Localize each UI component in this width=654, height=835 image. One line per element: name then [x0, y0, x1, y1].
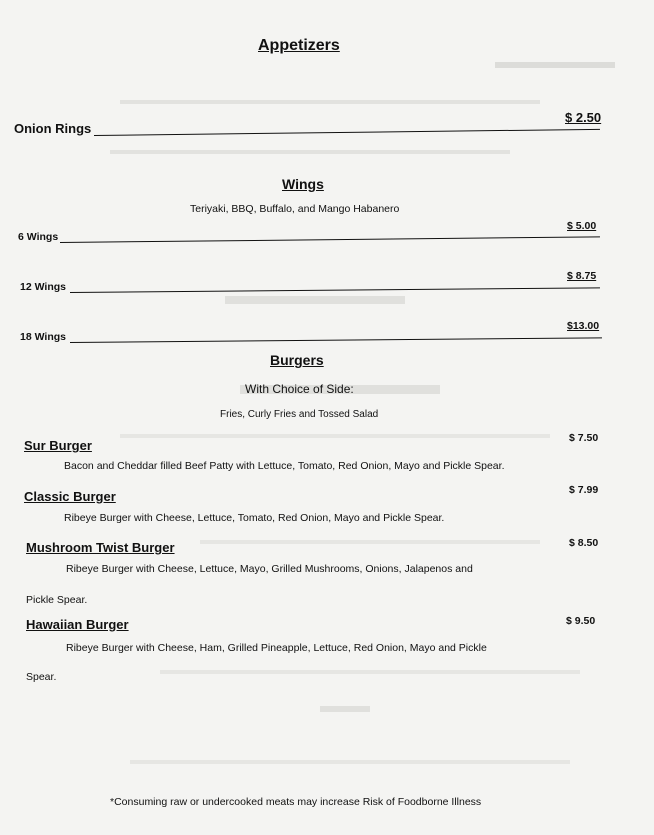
- wings-flavors: Teriyaki, BBQ, Buffalo, and Mango Habanero: [190, 203, 400, 215]
- sur-burger-name: Sur Burger: [24, 438, 92, 453]
- hawaiian-burger-name: Hawaiian Burger: [26, 617, 129, 632]
- 12-wings-rule: [70, 287, 600, 293]
- burgers-heading: Burgers: [270, 352, 324, 368]
- 18-wings-name: 18 Wings: [20, 331, 66, 343]
- classic-burger-description: Ribeye Burger with Cheese, Lettuce, Tomato, Red Onion, Mayo and Pickle Spear.: [64, 512, 445, 524]
- mushroom-twist-burger-description-cont: Pickle Spear.: [26, 594, 88, 606]
- hawaiian-burger-description: Ribeye Burger with Cheese, Ham, Grilled Pineapple, Lettuce, Red Onion, Mayo and Pickle: [66, 642, 487, 654]
- mushroom-twist-burger-name: Mushroom Twist Burger: [26, 540, 175, 555]
- 18-wings-price: $13.00: [567, 320, 600, 332]
- 6-wings-rule: [60, 236, 600, 243]
- appetizers-heading: Appetizers: [258, 37, 340, 54]
- burgers-sides: Fries, Curly Fries and Tossed Salad: [220, 409, 379, 420]
- 12-wings-price: $ 8.75: [567, 270, 597, 282]
- 6-wings-price: $ 5.00: [567, 220, 597, 232]
- onion-rings-rule: [94, 129, 600, 136]
- wings-heading: Wings: [282, 176, 324, 192]
- sur-burger-description: Bacon and Cheddar filled Beef Patty with Lettuce, Tomato, Red Onion, Mayo and Pickle Spear.: [64, 460, 505, 472]
- 12-wings-name: 12 Wings: [20, 281, 66, 293]
- burgers-side-note: With Choice of Side:: [245, 382, 354, 396]
- mushroom-twist-burger-description: Ribeye Burger with Cheese, Lettuce, Mayo, Grilled Mushrooms, Onions, Jalapenos and: [66, 563, 473, 575]
- classic-burger-price: $ 7.99: [569, 484, 599, 496]
- sur-burger-price: $ 7.50: [569, 432, 599, 444]
- mushroom-twist-burger-price: $ 8.50: [569, 537, 599, 549]
- 18-wings-rule: [70, 337, 602, 343]
- disclaimer: *Consuming raw or undercooked meats may increase Risk of Foodborne Illness: [110, 796, 482, 808]
- onion-rings-price: $ 2.50: [565, 110, 602, 125]
- 6-wings-name: 6 Wings: [18, 231, 59, 243]
- hawaiian-burger-description-cont: Spear.: [26, 671, 57, 683]
- classic-burger-name: Classic Burger: [24, 489, 116, 504]
- onion-rings-name: Onion Rings: [14, 121, 92, 136]
- hawaiian-burger-price: $ 9.50: [566, 615, 596, 627]
